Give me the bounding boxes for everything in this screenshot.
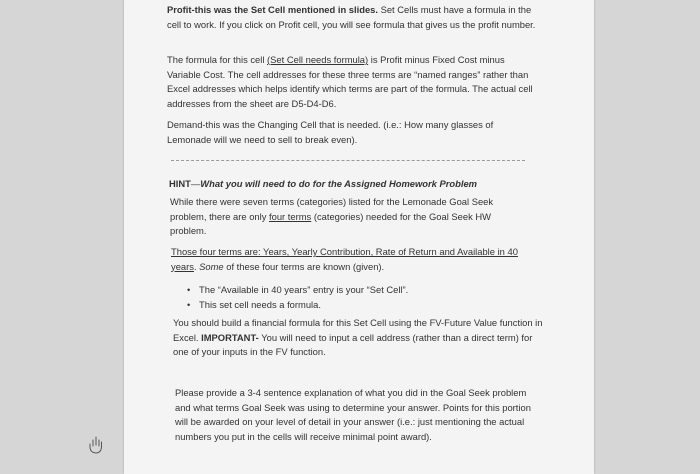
four-terms-paragraph [171, 245, 541, 274]
profit-paragraph [167, 3, 537, 32]
terms-text-b: (categories) needed for the Goal Seek HW problem. [170, 210, 491, 237]
section-divider [171, 160, 525, 161]
terms-paragraph [170, 195, 520, 239]
important-label: IMPORTANT- [201, 331, 259, 343]
hint-dash: — [190, 178, 201, 189]
hint-title: What you will need to do for the Assigned Homework Problem [200, 178, 478, 189]
profit-text: Set Cells must have a formula in the cell to work. If you click on Profit cell, you will see formula that gives us the profit number. [167, 4, 536, 30]
bullet-icon: • [187, 298, 191, 310]
four-terms-link[interactable]: four terms [269, 210, 312, 222]
fv-formula-paragraph [173, 316, 543, 360]
hint-label: HINT [169, 178, 191, 189]
bullet-icon: • [187, 284, 191, 295]
demand-paragraph: Demand-this was the Changing Cell that is needed. (i.e.: How many glasses of Lemonade will we need to sell to break even). [167, 119, 494, 145]
bullet-text: This set cell needs a formula. [199, 298, 321, 310]
formula-text-a: The formula for this cell [167, 54, 268, 65]
profit-heading: Profit-this was the Set Cell mentioned in slides. [167, 4, 378, 15]
terms-text-a: While there were seven terms (categories) listed for the Lemonade Goal Seek problem, there are only [170, 196, 494, 222]
bullet-text: The “Available in 40 years” entry is your “Set Cell”. [199, 284, 409, 295]
list-item [187, 283, 527, 298]
fv-text-b: You will need to input a cell address (rather than a direct term) for one of your inputs in the FV function. [173, 331, 533, 358]
four-terms-rest: of these four terms are known (given). [223, 260, 385, 272]
pointer-cursor-icon [88, 436, 104, 454]
formula-text-b: is Profit minus Fixed Cost minus Variable Cost. The cell addresses for these three terms are “named ranges” rather than Excel addresses which helps identify which terms are part of the formula. The actual cell addresses from the sheet are D5-D4-D6. [167, 54, 533, 109]
document-page [124, 0, 594, 474]
hint-heading [169, 177, 539, 192]
explanation-paragraph: Please provide a 3-4 sentence explanation of what you did in the Goal Seek problem and what terms Goal Seek was using to determine your answer. Points for this portion will be awarded on your level of detail in your answer (i.e.: just mentioning the actual numbers you put in the cells will receive minimal point award). [175, 387, 531, 442]
some-italic: Some [196, 260, 224, 272]
four-terms-list[interactable]: Those four terms are: Years, Yearly Contribution, Rate of Return and Available in 40 years [171, 246, 518, 272]
fv-text-a: You should build a financial formula for this Set Cell using the FV-Future Value function in Excel. [173, 317, 543, 343]
set-cell-formula-link[interactable]: (Set Cell needs formula) [267, 54, 369, 65]
list-item [187, 298, 527, 313]
set-cell-bullet-list [187, 283, 527, 312]
four-terms-period: . [193, 260, 197, 272]
formula-paragraph [167, 53, 537, 111]
